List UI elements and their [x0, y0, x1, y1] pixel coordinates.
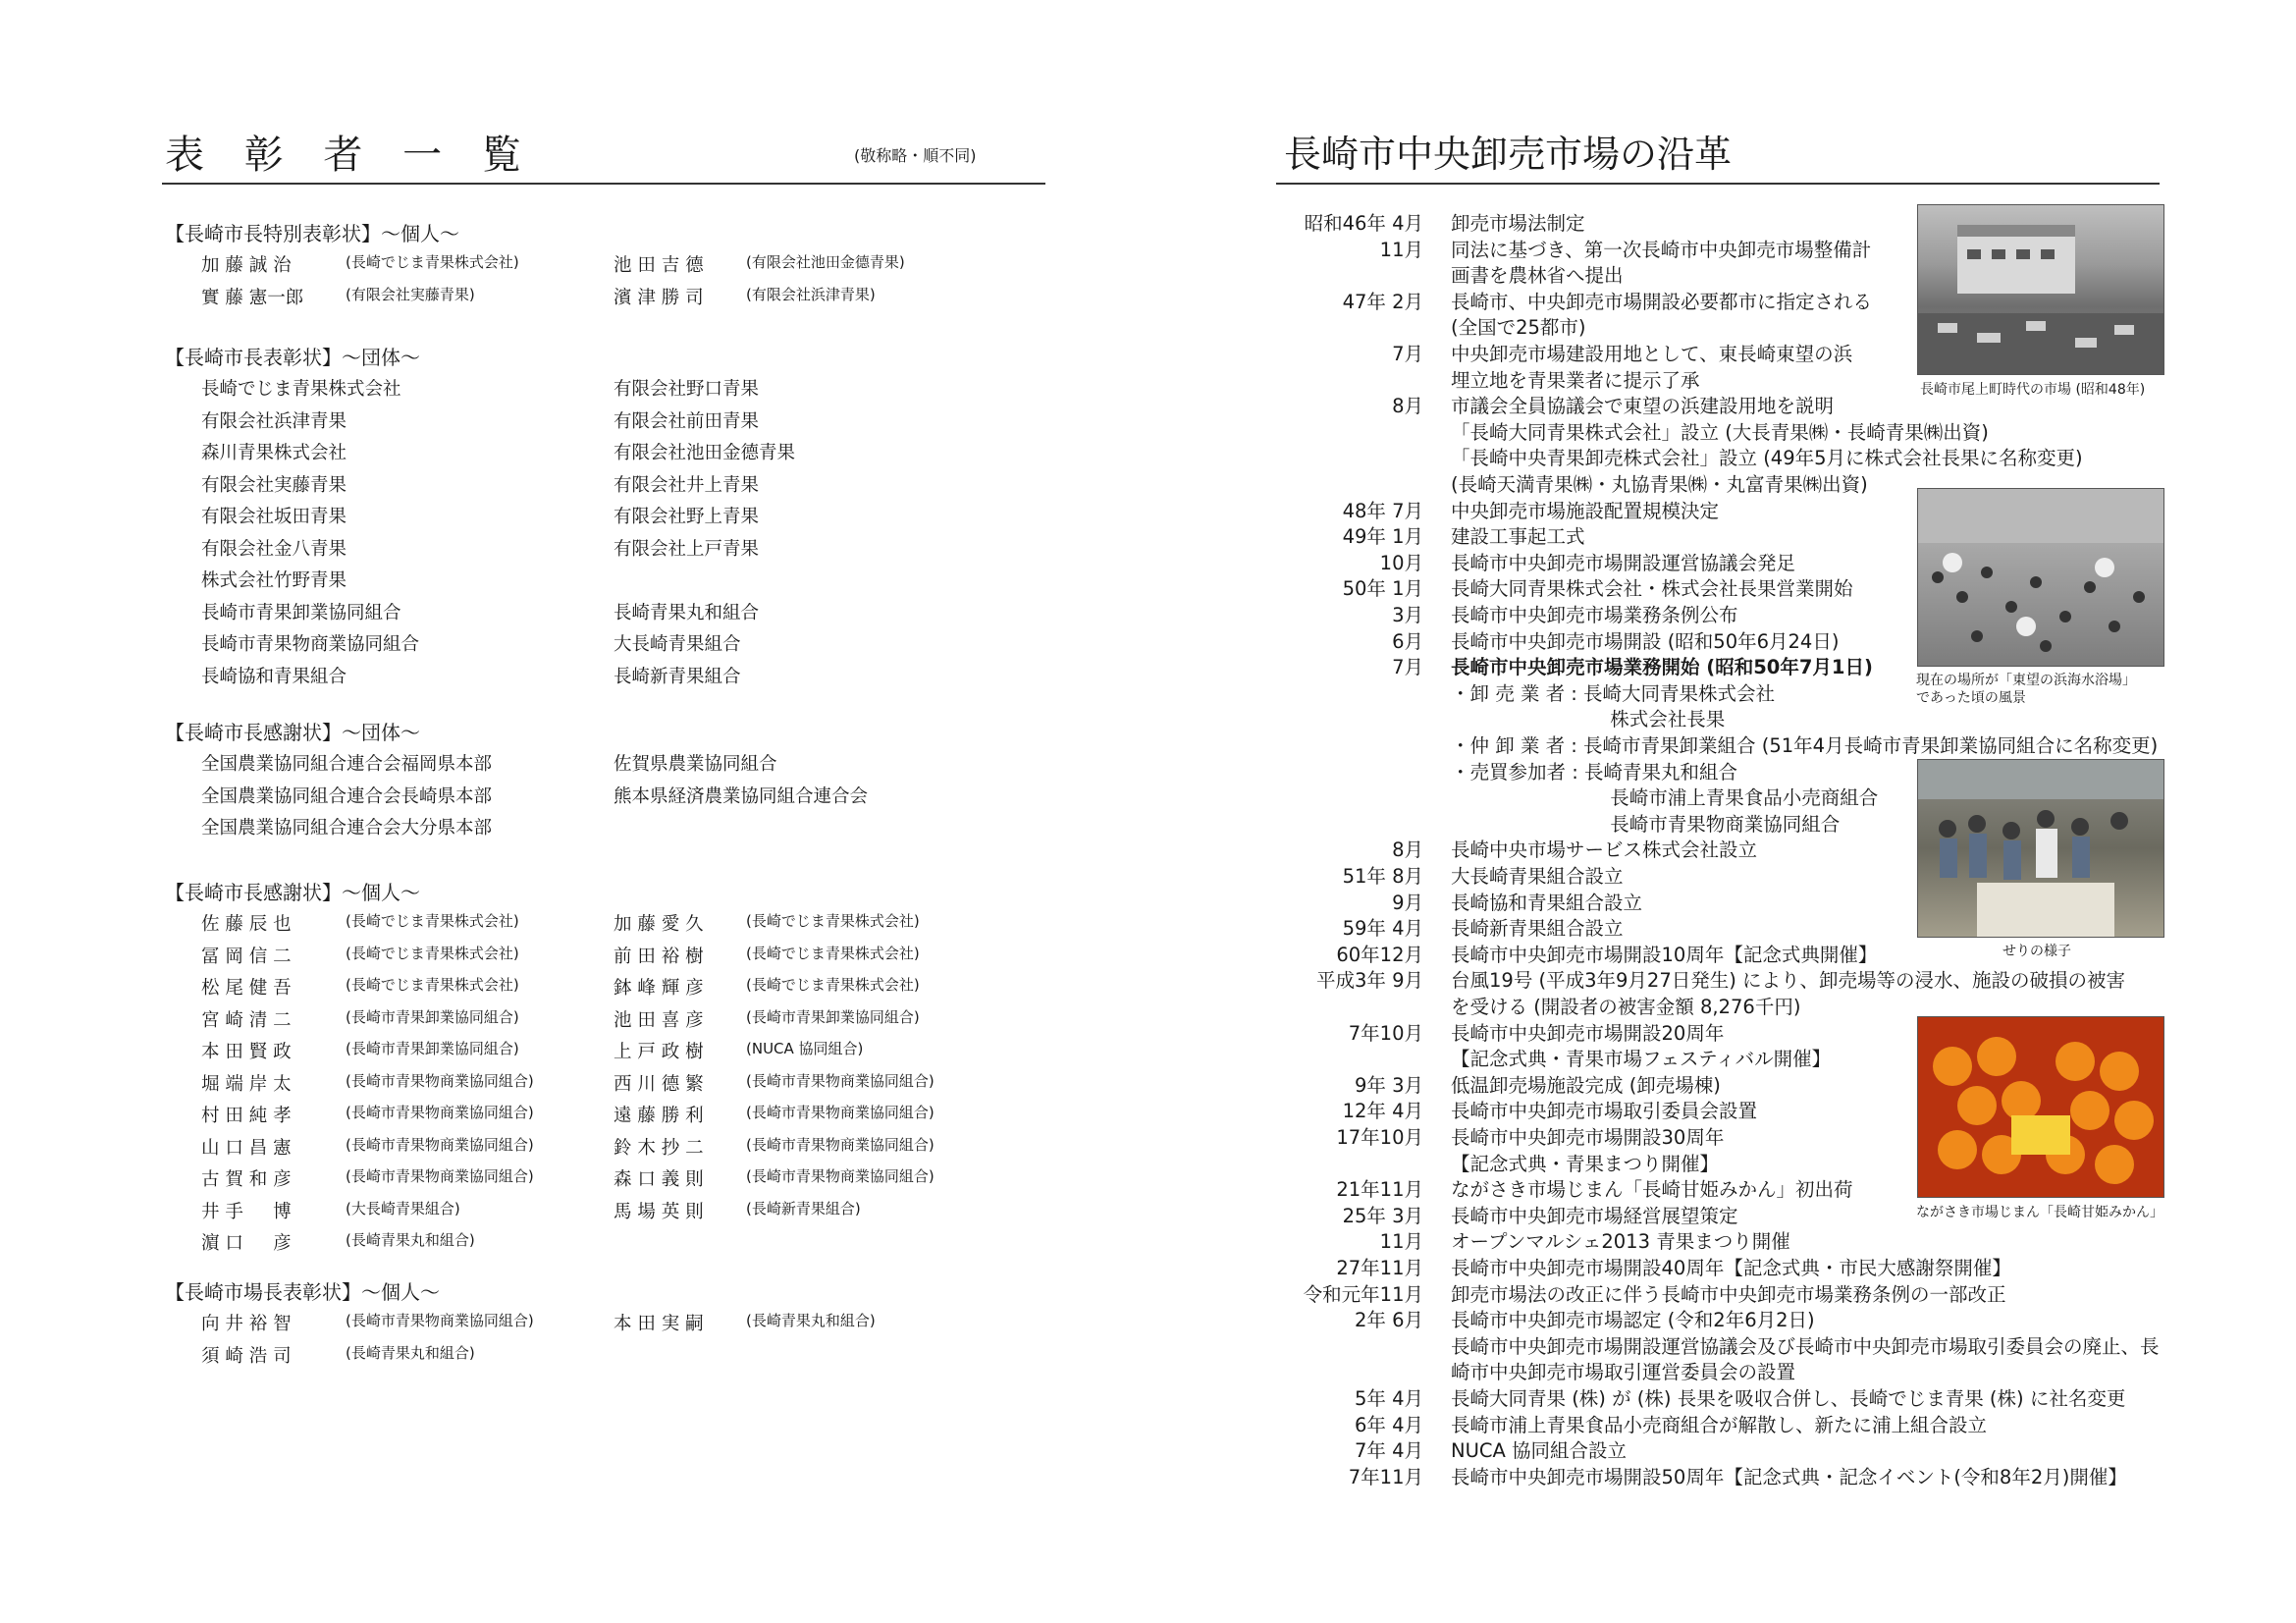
awardee-organization: (長崎青果丸和組合): [346, 1343, 475, 1362]
history-event: ながさき市場じまん「長崎甘姫みかん」初出荷: [1451, 1178, 1853, 1202]
awardee-group: 有限会社浜津青果: [201, 410, 347, 432]
awardee-name: 馬 場 英 則: [614, 1201, 704, 1222]
awardee-group: 有限会社金八青果: [201, 538, 347, 560]
awardee-group: 森川青果株式会社: [201, 443, 347, 463]
history-date: 2年 6月: [1354, 1309, 1423, 1332]
history-event: 長崎市中央卸売市場業務条例公布: [1451, 604, 1738, 626]
awardee-group: 有限会社実藤青果: [201, 474, 347, 496]
awardee-name: 佐 藤 辰 也: [201, 914, 292, 935]
awardee-name: 上 戸 政 樹: [614, 1042, 704, 1062]
right-title-rule: [1276, 183, 2160, 185]
history-date: 51年 8月: [1342, 865, 1423, 888]
awardee-group: 有限会社野上青果: [614, 507, 760, 527]
history-event: (長崎天満青果㈱・丸協青果㈱・丸富青果㈱出資): [1451, 473, 1868, 496]
awardee-organization: (長崎市青果物商業協同組合): [346, 1135, 534, 1154]
awardee-organization: (長崎青果丸和組合): [746, 1312, 876, 1329]
history-date: 60年12月: [1336, 943, 1423, 966]
right-page-title: 長崎市中央卸売市場の沿革: [1284, 133, 1733, 176]
history-event: 卸売市場法の改正に伴う長崎市中央卸売市場業務条例の一部改正: [1451, 1282, 2006, 1306]
history-date: 9月: [1392, 891, 1423, 914]
awardee-organization: (長崎青果丸和組合): [346, 1231, 475, 1249]
awardee-group: 株式会社竹野青果: [201, 570, 347, 591]
awardee-group: 長崎市青果物商業協同組合: [201, 634, 420, 655]
section-heading: 【長崎市長感謝状】～個人～: [165, 881, 420, 904]
history-date: 49年 1月: [1342, 525, 1423, 549]
history-date: 59年 4月: [1342, 917, 1423, 941]
history-event: オープンマルシェ2013 青果まつり開催: [1451, 1230, 1790, 1254]
history-event: 長崎新青果組合設立: [1451, 917, 1624, 941]
photo-mikan: [1917, 1016, 2164, 1198]
history-date: 8月: [1392, 395, 1423, 418]
history-date: 11月: [1379, 238, 1423, 261]
history-date: 平成3年 9月: [1315, 969, 1423, 993]
awardee-name: 西 川 德 繁: [614, 1073, 704, 1095]
awardee-organization: (大長崎青果組合): [346, 1199, 460, 1217]
history-event: 長崎市浦上青果食品小売商組合: [1451, 786, 1879, 810]
awardee-organization: (長崎市青果卸業協同組合): [346, 1040, 519, 1057]
history-event: 崎市中央卸売市場取引運営委員会の設置: [1451, 1361, 1796, 1384]
awardee-organization: (長崎でじま青果株式会社): [746, 912, 920, 930]
history-event: 「長崎大同青果株式会社」設立 (大長青果㈱・長崎青果㈱出資): [1451, 420, 1989, 444]
history-event: 大長崎青果組合設立: [1451, 865, 1624, 888]
history-date: 6年 4月: [1354, 1413, 1423, 1436]
awardee-organization: (長崎市青果物商業協同組合): [346, 1071, 534, 1090]
history-event: 長崎市、中央卸売市場開設必要都市に指定される: [1451, 290, 1873, 313]
history-event: 長崎市中央卸売市場開設20周年: [1451, 1021, 1725, 1045]
awardee-group: 全国農業協同組合連合会長崎県本部: [201, 785, 493, 807]
history-date: 3月: [1392, 604, 1423, 626]
history-date: 6月: [1392, 629, 1423, 653]
section-heading: 【長崎市長特別表彰状】～個人～: [165, 222, 459, 245]
history-date: 8月: [1392, 839, 1423, 862]
history-event: 長崎大同青果株式会社・株式会社長果営業開始: [1451, 577, 1853, 601]
history-event: (全国で25都市): [1451, 316, 1586, 340]
history-event: ・売買参加者 : 長崎青果丸和組合: [1451, 760, 1737, 784]
awardee-organization: (NUCA 協同組合): [746, 1040, 864, 1057]
history-date: 7月: [1392, 343, 1423, 365]
history-event: 長崎市中央卸売市場認定 (令和2年6月2日): [1451, 1309, 1815, 1332]
awardee-name: 池 田 喜 彦: [614, 1009, 704, 1031]
history-event: 長崎市中央卸売市場開設50周年【記念式典・記念イベント(令和8年2月)開催】: [1451, 1465, 2127, 1488]
history-event: 株式会社長果: [1451, 708, 1726, 731]
awardee-organization: (長崎市青果物商業協同組合): [346, 1104, 534, 1121]
awardee-organization: (長崎市青果物商業協同組合): [346, 1167, 534, 1185]
history-date: 21年11月: [1336, 1178, 1423, 1202]
history-event: 長崎市中央卸売市場取引委員会設置: [1451, 1100, 1758, 1123]
left-title-rule: [162, 183, 1045, 185]
awardee-group: 長崎協和青果組合: [201, 666, 347, 687]
awardee-name: 堀 端 岸 太: [201, 1073, 292, 1095]
history-date: 7月: [1392, 656, 1423, 679]
section-heading: 【長崎市場長表彰状】～個人～: [165, 1280, 440, 1304]
awardee-group: 有限会社井上青果: [614, 474, 760, 496]
awardee-organization: (有限会社浜津青果): [746, 285, 876, 303]
awardee-name: 濱 津 勝 司: [614, 287, 704, 308]
section-heading: 【長崎市長表彰状】～団体～: [165, 346, 420, 369]
history-event: 長崎市中央卸売市場開設40周年【記念式典・市民大感謝祭開催】: [1451, 1257, 2011, 1279]
awardee-group: 佐賀県農業協同組合: [614, 754, 777, 775]
history-event: 【記念式典・青果市場フェスティバル開催】: [1451, 1048, 1832, 1071]
history-event: 長崎市浦上青果食品小売商組合が解散し、新たに浦上組合設立: [1451, 1413, 1988, 1436]
awardee-name: 加 藤 愛 久: [614, 914, 704, 935]
history-date: 7年10月: [1348, 1021, 1423, 1045]
history-date: 27年11月: [1336, 1257, 1423, 1279]
history-date: 昭和46年 4月: [1304, 212, 1423, 235]
awardee-organization: (長崎でじま青果株式会社): [346, 912, 519, 930]
awardee-group: 熊本県経済農業協同組合連合会: [614, 785, 869, 807]
history-event: 中央卸売市場建設用地として、東長崎東望の浜: [1451, 343, 1853, 365]
awardee-name: 池 田 吉 德: [614, 255, 704, 276]
history-event: 長崎市中央卸売市場開設運営協議会発足: [1451, 551, 1796, 574]
awardee-organization: (長崎でじま青果株式会社): [346, 976, 519, 994]
awardee-organization: (長崎市青果卸業協同組合): [346, 1007, 519, 1026]
awardee-organization: (長崎でじま青果株式会社): [746, 976, 920, 994]
history-date: 48年 7月: [1342, 499, 1423, 522]
awardee-name: 本 田 実 嗣: [614, 1314, 704, 1334]
awardee-name: 須 崎 浩 司: [201, 1345, 292, 1367]
history-event: 長崎市中央卸売市場開設運営協議会及び長崎市中央卸売市場取引委員会の廃止、長: [1451, 1334, 2160, 1358]
left-page-title: 表 彰 者 一 覧: [165, 133, 535, 178]
caption-mikan: ながさき市場じまん「長崎甘姫みかん」: [1916, 1205, 2163, 1220]
history-event: 「長崎中央青果卸売株式会社」設立 (49年5月に株式会社長果に名称変更): [1451, 447, 2083, 470]
history-date: 47年 2月: [1342, 290, 1423, 313]
awardee-group: 有限会社池田金德青果: [614, 443, 796, 463]
awardee-group: 有限会社前田青果: [614, 410, 760, 432]
history-event: NUCA 協同組合設立: [1451, 1439, 1628, 1463]
awardee-organization: (長崎新青果組合): [746, 1199, 861, 1217]
awardee-name: 濵 口 彦: [201, 1233, 292, 1254]
photo-auction: [1917, 759, 2164, 938]
history-event: 長崎市中央卸売市場開設30周年: [1451, 1126, 1725, 1149]
history-date: 17年10月: [1336, 1126, 1423, 1149]
awardee-name: 遠 藤 勝 利: [614, 1106, 704, 1126]
awardee-group: 有限会社野口青果: [614, 379, 760, 400]
awardee-organization: (長崎市青果物商業協同組合): [746, 1135, 934, 1154]
history-date: 9年 3月: [1354, 1073, 1423, 1097]
awardee-name: 鉢 峰 輝 彦: [614, 978, 704, 999]
awardee-group: 全国農業協同組合連合会福岡県本部: [201, 754, 493, 775]
awardee-name: 松 尾 健 吾: [201, 978, 292, 999]
history-event: 長崎市中央卸売市場業務開始 (昭和50年7月1日): [1451, 656, 1873, 679]
history-event: ・仲 卸 業 者 : 長崎市青果卸業組合 (51年4月長崎市青果卸業協同組合に名称変更): [1451, 734, 2159, 757]
history-event: 長崎大同青果 (株) が (株) 長果を吸収合併し、長崎でじま青果 (株) に社名変更: [1451, 1387, 2126, 1410]
awardee-organization: (有限会社池田金德青果): [746, 253, 905, 271]
awardee-group: 長崎青果丸和組合: [614, 602, 760, 623]
history-event: 同法に基づき、第一次長崎市中央卸売市場整備計: [1451, 238, 1872, 261]
history-event: 長崎協和青果組合設立: [1451, 891, 1643, 914]
caption-beach-2: であった頃の風景: [1916, 690, 2026, 706]
honorific-note: (敬称略・順不同): [854, 146, 977, 165]
history-date: 50年 1月: [1342, 577, 1423, 601]
caption-beach-1: 現在の場所が「東望の浜海水浴場」: [1916, 673, 2136, 688]
awardee-name: 加 藤 誠 治: [201, 255, 292, 276]
awardee-name: 本 田 賢 政: [201, 1042, 292, 1062]
awardee-group: 有限会社上戸青果: [614, 538, 760, 560]
awardee-group: 長崎新青果組合: [614, 666, 741, 687]
awardee-name: 井 手 博: [201, 1201, 292, 1222]
awardee-name: 前 田 裕 樹: [614, 946, 704, 967]
awardee-organization: (長崎市青果物商業協同組合): [746, 1167, 934, 1185]
photo-old-market: [1917, 204, 2164, 375]
history-date: 25年 3月: [1342, 1204, 1423, 1227]
history-event: 台風19号 (平成3年9月27日発生) により、卸売場等の浸水、施設の破損の被害: [1451, 969, 2126, 993]
awardee-name: 實 藤 憲一郎: [201, 287, 304, 308]
history-date: 12年 4月: [1342, 1100, 1423, 1123]
history-event: 画書を農林省へ提出: [1451, 264, 1624, 288]
history-event: 卸売市場法制定: [1451, 212, 1585, 235]
awardee-name: 冨 岡 信 二: [201, 946, 292, 967]
history-event: 建設工事起工式: [1451, 525, 1585, 549]
history-event: を受ける (開設者の被害金額 8,276千円): [1451, 996, 1801, 1018]
history-date: 7年 4月: [1354, 1439, 1423, 1463]
awardee-group: 長崎でじま青果株式会社: [201, 379, 401, 400]
history-date: 10月: [1379, 551, 1423, 574]
awardee-name: 古 賀 和 彦: [201, 1169, 292, 1190]
awardee-organization: (長崎でじま青果株式会社): [346, 253, 519, 271]
history-date: 5年 4月: [1354, 1387, 1423, 1410]
history-event: 【記念式典・青果まつり開催】: [1451, 1152, 1720, 1175]
awardee-name: 山 口 昌 憲: [201, 1137, 292, 1159]
awardee-group: 全国農業協同組合連合会大分県本部: [201, 818, 493, 839]
caption-auction: せりの様子: [2002, 944, 2071, 959]
history-event: 長崎市中央卸売市場開設 (昭和50年6月24日): [1451, 629, 1840, 653]
awardee-group: 大長崎青果組合: [614, 634, 741, 655]
awardee-name: 宮 崎 清 二: [201, 1009, 292, 1031]
history-event: 長崎市中央卸売市場開設10周年【記念式典開催】: [1451, 943, 1878, 966]
history-event: 低温卸売場施設完成 (卸売場棟): [1451, 1073, 1721, 1097]
history-event: 市議会全員協議会で東望の浜建設用地を説明: [1451, 395, 1835, 418]
history-event: 長崎市中央卸売市場経営展望策定: [1451, 1204, 1738, 1227]
awardee-name: 森 口 義 則: [614, 1169, 704, 1190]
awardee-organization: (長崎市青果卸業協同組合): [746, 1007, 920, 1026]
history-date: 11月: [1379, 1230, 1423, 1254]
history-event: 長崎市青果物商業協同組合: [1451, 812, 1841, 836]
history-event: 埋立地を青果業者に提示了承: [1451, 368, 1700, 392]
photo-beach: [1917, 488, 2164, 667]
history-event: 長崎中央市場サービス株式会社設立: [1451, 839, 1758, 862]
awardee-name: 向 井 裕 智: [201, 1314, 292, 1334]
awardee-organization: (長崎でじま青果株式会社): [346, 944, 519, 962]
awardee-organization: (有限会社実藤青果): [346, 285, 475, 303]
awardee-group: 長崎市青果卸業協同組合: [201, 602, 401, 623]
history-date: 令和元年11月: [1303, 1282, 1423, 1306]
awardee-organization: (長崎市青果物商業協同組合): [346, 1312, 534, 1329]
awardee-organization: (長崎市青果物商業協同組合): [746, 1104, 934, 1121]
awardee-name: 鈴 木 抄 二: [614, 1137, 704, 1159]
awardee-name: 村 田 純 孝: [201, 1106, 292, 1126]
history-event: 中央卸売市場施設配置規模決定: [1451, 499, 1720, 522]
awardee-group: 有限会社坂田青果: [201, 507, 347, 527]
awardee-organization: (長崎でじま青果株式会社): [746, 944, 920, 962]
awardee-organization: (長崎市青果物商業協同組合): [746, 1071, 934, 1090]
caption-old-market: 長崎市尾上町時代の市場 (昭和48年): [1920, 382, 2146, 398]
section-heading: 【長崎市長感謝状】～団体～: [165, 721, 420, 744]
history-date: 7年11月: [1348, 1465, 1423, 1488]
history-event: ・卸 売 業 者 : 長崎大同青果株式会社: [1451, 681, 1776, 705]
